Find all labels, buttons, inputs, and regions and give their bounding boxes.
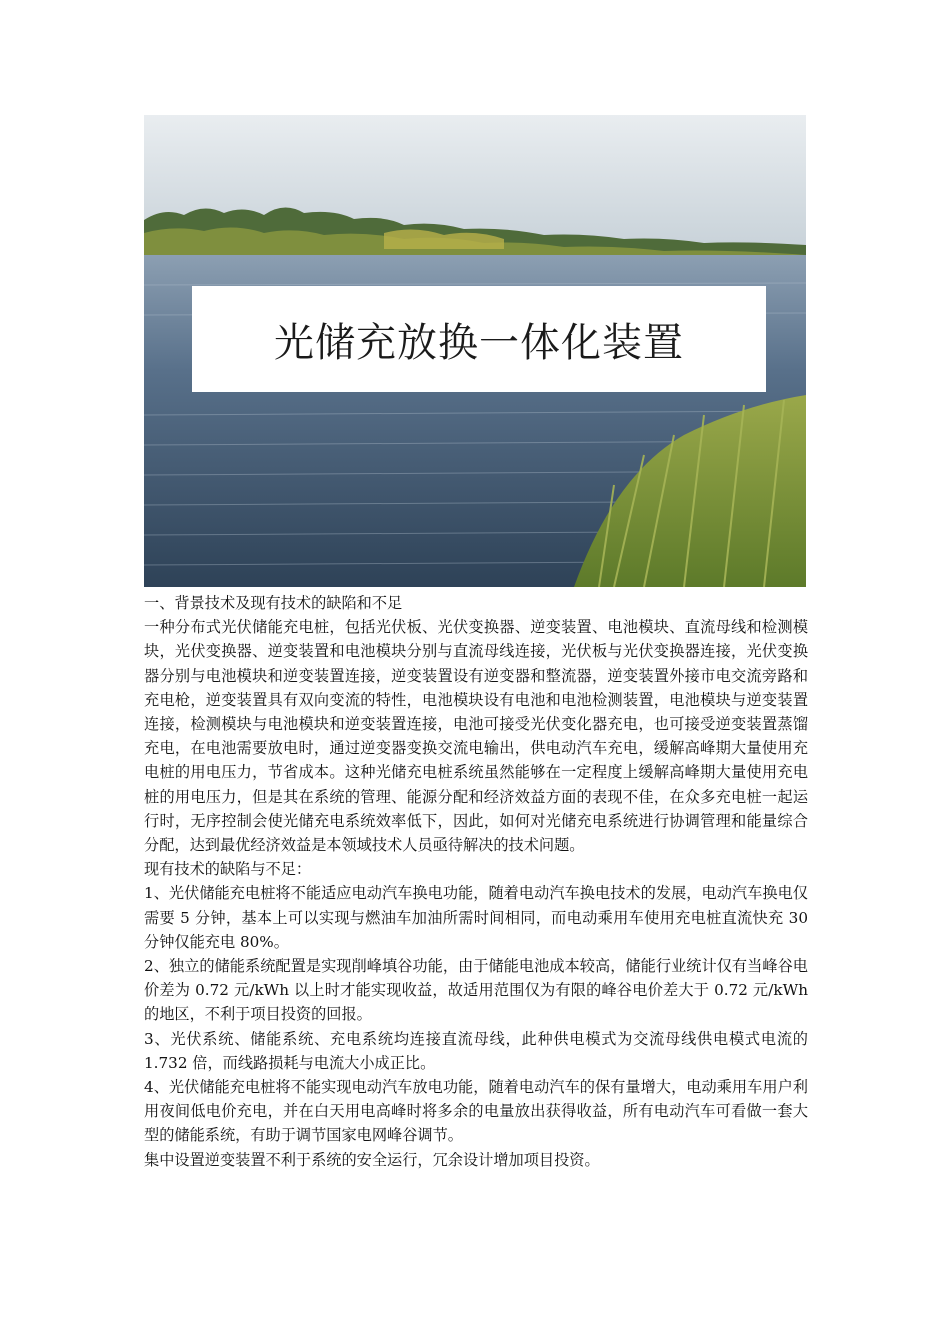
cover-title-box bbox=[192, 286, 766, 392]
defect-item-4: 4、光伏储能充电桩将不能实现电动汽车放电功能，随着电动汽车的保有量增大，电动乘用车用户利用夜间低电价充电，并在白天用电高峰时将多余的电量放出获得收益，所有电动汽车可看做一套大型的储能系统，有助于调节国家电网峰谷调节。 bbox=[144, 1078, 808, 1145]
defect-item-2: 2、独立的储能系统配置是实现削峰填谷功能，由于储能电池成本较高，储能行业统计仅有当峰谷电价差为 0.72 元/kWh 以上时才能实现收益，故适用范围仅为有限的峰谷电价差大于 0.72 元/kWh 的地区，不利于项目投资的回报。 bbox=[144, 957, 808, 1024]
closing-paragraph: 集中设置逆变装置不利于系统的安全运行，冗余设计增加项目投资。 bbox=[144, 1150, 600, 1169]
cover-image bbox=[144, 115, 806, 587]
cover-title: 光储充放换一体化装置 bbox=[274, 319, 684, 366]
background-paragraph: 一种分布式光伏储能充电桩，包括光伏板、光伏变换器、逆变装置、电池模块、直流母线和检测模块，光伏变换器、逆变装置和电池模块分别与直流母线连接，光伏板与光伏变换器连接，光伏变换器分别与电池模块和逆变装置连接，逆变装置设有逆变器和整流器，逆变装置外接市电交流旁路和充电枪，逆变装置具有双向变流的特性，电池模块设有电池和电池检测装置，电池模块与逆变装置连接，检测模块与电池模块和逆变装置连接，电池可接受光伏变化器充电，也可接受逆变装置蒸馏充电，在电池需要放电时，通过逆变器变换交流电输出，供电动汽车充电，缓解高峰期大量使用充电桩的用电压力，节省成本。这种光储充电桩系统虽然能够在一定程度上缓解高峰期大量使用充电桩的用电压力，但是其在系统的管理、能源分配和经济效益方面的表现不佳，在众多充电桩一起运行时，无序控制会使光储充电系统效率低下，因此，如何对光储充电系统进行协调管理和能量综合分配，达到最优经济效益是本领域技术人员亟待解决的技术问题。 bbox=[144, 618, 808, 855]
defect-item-3: 3、光伏系统、储能系统、充电系统均连接直流母线，此种供电模式为交流母线供电模式电流的 1.732 倍，而线路损耗与电流大小成正比。 bbox=[144, 1029, 808, 1072]
section-heading: 一、背景技术及现有技术的缺陷和不足 bbox=[144, 594, 403, 612]
defects-heading: 现有技术的缺陷与不足： bbox=[144, 860, 312, 879]
defect-item-1: 1、光伏储能充电桩将不能适应电动汽车换电功能，随着电动汽车换电技术的发展，电动汽车换电仅需要 5 分钟，基本上可以实现与燃油车加油所需时间相同，而电动乘用车使用充电桩直流快充 30 分钟仅能充电 80%。 bbox=[144, 884, 808, 951]
document-body bbox=[144, 591, 808, 1172]
